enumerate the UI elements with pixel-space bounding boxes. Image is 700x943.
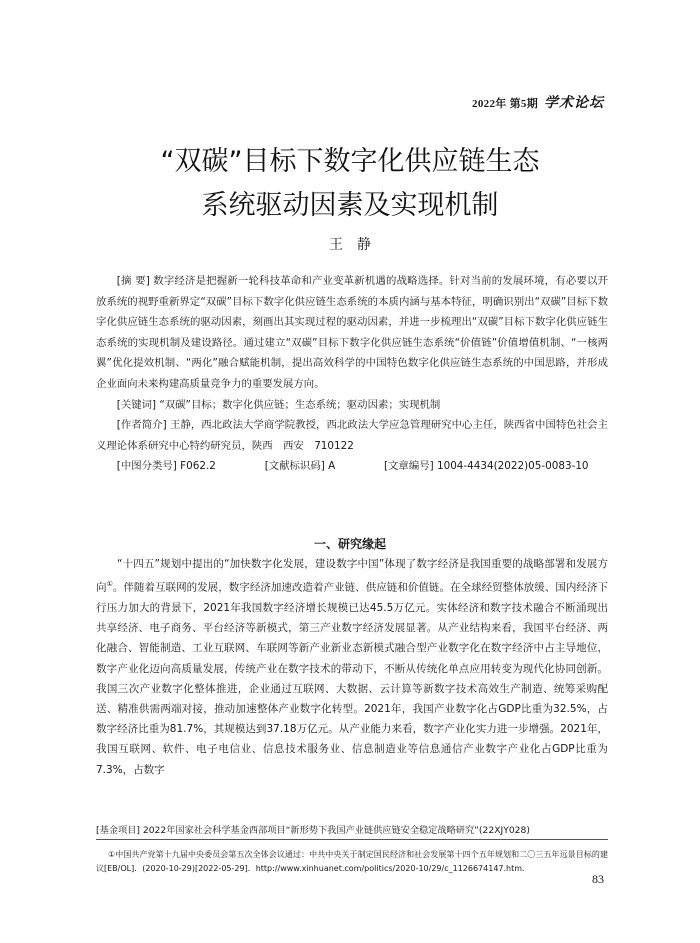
page-number: 83 (592, 872, 604, 886)
body-p1-b: 。伴随着互联网的发展，数字经济加速改造着产业链、供应链和价值链。在全球经贸整体放缓、国内经济下行压力加大的背景下，2021年我国数字经济增长规模已达45.5万亿元。实体经济和数字技术融合不断涌现出共享经济、电子商务、平台经济等新模式，第三产业数字经济发展显著。从产业结构来看，我国平台经济、两化融合、智能制造、工业互联网、车联网等新产业新业态新模式融合型产业数字化在数字经济中占主导地位，数字产业化迈向高质量发展，传统产业在数字技术的带动下，不断从传统化单点应用转变为现代化协同创新。我国三次产业数字化整体推进，企业通过互联网、大数据、云计算等新数字技术高效生产制造、统筹采购配送、精准供需两端对接，推动加速整体产业数字化转型。2021年，我国产业数字化占GDP比重为32.5%，占数字经济比重为81.7%，其规模达到37.18万亿元。从产业能力来看，数字产业化实力进一步增强。2021年，我国互联网、软件、电子电信业、信息技术服务业、信息制造业等信息通信产业数字产业化占GDP比重为7.3%，占数字 (96, 581, 609, 776)
footnote-ref[interactable]: ① (106, 580, 113, 589)
article-title (0, 140, 700, 228)
fund-project (96, 824, 608, 838)
keywords-text: “双碳”目标；数字化供应链；生态系统；驱动因素；实现机制 (159, 398, 441, 411)
keywords-label: [关键词] (116, 398, 157, 411)
article-number-value: 1004-4434(2022)05-0083-10 (436, 460, 589, 473)
title-line-2: 系统驱动因素及实现机制 (201, 190, 499, 221)
running-header (472, 92, 604, 112)
author-name: 王静 (329, 237, 385, 253)
abstract-label: [摘 要] (116, 275, 150, 287)
article-number (363, 456, 588, 477)
journal-name: 学术论坛 (544, 95, 604, 111)
author-bio (96, 415, 608, 456)
article-number-label: [文章编号] (383, 460, 434, 473)
abstract-text: 数字经济是把握新一轮科技革命和产业变革新机遇的战略选择。针对当前的发展环境，有必要以开放系统的视野重新界定“双碳”目标下数字化供应链生态系统的本质内涵与基本特征，明确识别出“双碳”目标下数字化供应链生态系统的驱动因素，刻画出其实现过程的驱动因素，并进一步梳理出“双碳”目标下数字化供应链生态系统的实现机制及建设路径。通过建立“双碳”目标下数字化供应链生态系统“价值链”价值增值机制、“一核两翼”优化提效机制、“两化”融合赋能机制，提出高效科学的中国特色数字化供应链生态系统的中国思路，并形成企业面向未来构建高质量竞争力的重要发展方向。 (96, 275, 608, 390)
clc-label: [中图分类号] (116, 460, 177, 473)
clc-value: F062.2 (180, 460, 216, 473)
keywords (96, 395, 608, 416)
classification-line (96, 456, 608, 477)
body-p1-a: “十四五”规划中提出的“加快数字化发展，建设数字中国”体现了数字经济是我国重要的战略部署和发展方向 (96, 558, 608, 594)
doc-code (244, 456, 335, 477)
fund-label: [基金项目] (96, 825, 140, 836)
doc-code-label: [文献标识码] (264, 460, 325, 473)
title-line-1: “双碳”目标下数字化供应链生态 (160, 146, 540, 177)
body-paragraph (96, 554, 608, 780)
footnote (96, 848, 608, 876)
abstract (96, 271, 608, 395)
clc (96, 456, 216, 477)
abstract-block (96, 271, 608, 477)
fund-divider (96, 839, 608, 840)
issue-label: 2022年 第5期 (472, 98, 538, 110)
fund-text: 2022年国家社会科学基金西部项目“新形势下我国产业链供应链安全稳定战略研究”(22XJY028) (142, 825, 530, 836)
section-heading: 一、研究缘起 (313, 537, 386, 551)
body-text (96, 554, 608, 780)
doc-code-value: A (328, 460, 336, 473)
footnote-text: ①中国共产党第十九届中央委员会第五次全体会议通过：中共中央关于制定国民经济和社会发展第十四个五年规划和二〇三五年远景目标的建议[EB/OL]．(2020-10-29)[2022-05-29]．http://www.xinhuanet.com/politics/2020-10/29/c_1126674147.htm. (96, 850, 608, 873)
author-bio-text: 王静，西北政法大学商学院教授，西北政法大学应急管理研究中心主任，陕西省中国特色社会主义理论体系研究中心特约研究员，陕西 西安 710122 (96, 419, 608, 452)
author-bio-label: [作者简介] (116, 419, 167, 432)
